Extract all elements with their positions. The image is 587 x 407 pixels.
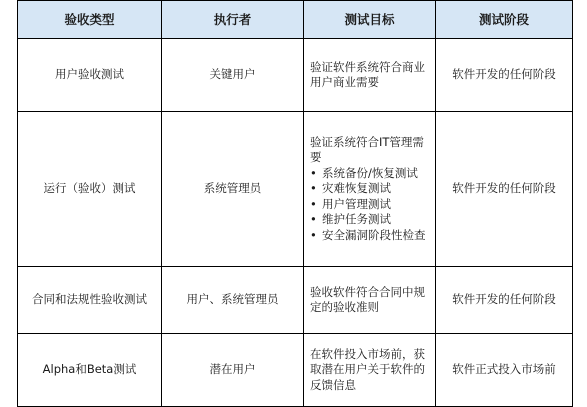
- cell-executor: 用户、系统管理员: [162, 267, 304, 334]
- cell-executor: 潜在用户: [162, 334, 304, 407]
- goal-bullet-list: [310, 166, 431, 244]
- goal-bullet-item: • 安全漏洞阶段性检查: [310, 228, 431, 244]
- cell-acceptance-type: 运行（验收）测试: [18, 112, 162, 267]
- acceptance-test-table-container: [17, 0, 572, 407]
- cell-acceptance-type: 合同和法规性验收测试: [18, 267, 162, 334]
- cell-test-goal: 在软件投入市场前，获取潜在用户关于软件的反馈信息: [304, 334, 436, 407]
- cell-test-goal: 验收软件符合合同中规定的验收准则: [304, 267, 436, 334]
- header-test-stage: 测试阶段: [436, 1, 573, 39]
- table-row: [18, 112, 573, 267]
- cell-test-stage: 软件开发的任何阶段: [436, 39, 573, 112]
- header-test-goal: 测试目标: [304, 1, 436, 39]
- cell-acceptance-type: 用户验收测试: [18, 39, 162, 112]
- goal-intro-text: 验证系统符合IT管理需要: [310, 134, 424, 165]
- cell-executor: 系统管理员: [162, 112, 304, 267]
- acceptance-test-table: [17, 0, 573, 407]
- header-executor: 执行者: [162, 1, 304, 39]
- header-acceptance-type: 验收类型: [18, 1, 162, 39]
- cell-test-stage: 软件开发的任何阶段: [436, 267, 573, 334]
- table-row: [18, 267, 573, 334]
- cell-test-stage: 软件正式投入市场前: [436, 334, 573, 407]
- goal-bullet-item: • 用户管理测试: [310, 197, 431, 213]
- cell-acceptance-type: Alpha和Beta测试: [18, 334, 162, 407]
- table-row: [18, 39, 573, 112]
- table-row: [18, 334, 573, 407]
- cell-test-goal: 验证软件系统符合商业用户商业需要: [304, 39, 436, 112]
- cell-test-goal: [304, 112, 436, 267]
- table-header-row: [18, 1, 573, 39]
- cell-executor: 关键用户: [162, 39, 304, 112]
- cell-test-stage: 软件开发的任何阶段: [436, 112, 573, 267]
- goal-bullet-item: • 灾难恢复测试: [310, 181, 431, 197]
- goal-bullet-item: • 维护任务测试: [310, 212, 431, 228]
- goal-bullet-item: • 系统备份/恢复测试: [310, 166, 431, 182]
